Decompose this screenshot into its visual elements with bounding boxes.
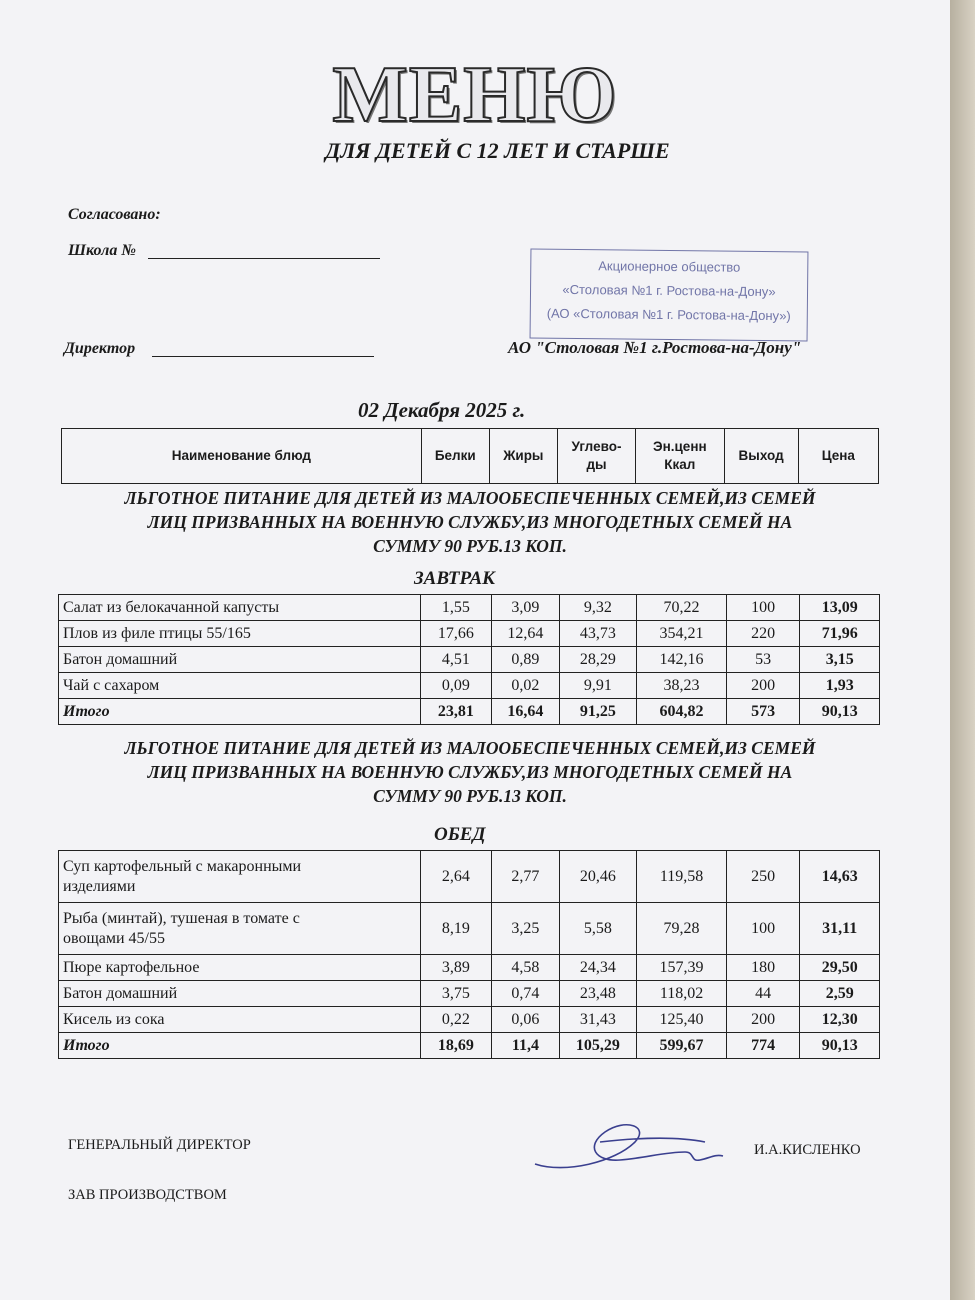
carbs-cell: 23,48 — [559, 981, 637, 1007]
fat-cell: 11,4 — [492, 1033, 559, 1059]
breakfast-title: ЗАВТРАК — [414, 568, 496, 589]
col-price-header: Цена — [798, 429, 878, 484]
col-energy-header: Эн.ценн Ккал — [636, 429, 724, 484]
fat-cell: 3,25 — [492, 903, 559, 955]
carbs-cell: 24,34 — [559, 955, 637, 981]
col-protein-header: Белки — [421, 429, 489, 484]
carbs-cell: 20,46 — [559, 851, 637, 903]
price-cell: 13,09 — [800, 595, 880, 621]
dish-name: Суп картофельный с макаронными изделиями — [59, 851, 421, 903]
price-cell: 90,13 — [800, 699, 880, 725]
general-director-label: ГЕНЕРАЛЬНЫЙ ДИРЕКТОР — [68, 1137, 251, 1153]
note-line: ЛЬГОТНОЕ ПИТАНИЕ ДЛЯ ДЕТЕЙ ИЗ МАЛООБЕСПЕЧЕННЫХ СЕМЕЙ,ИЗ СЕМЕЙ — [124, 488, 816, 508]
fat-cell: 0,89 — [492, 647, 559, 673]
dish-name: Кисель из сока — [59, 1007, 421, 1033]
protein-cell: 18,69 — [420, 1033, 492, 1059]
lunch-title: ОБЕД — [434, 824, 486, 845]
dish-name: Салат из белокачанной капусты — [59, 595, 421, 621]
signature-icon — [525, 1112, 725, 1180]
carbs-cell: 5,58 — [559, 903, 637, 955]
table-row — [59, 903, 880, 955]
price-cell: 14,63 — [800, 851, 880, 903]
note-line: СУММУ 90 РУБ.13 КОП. — [373, 786, 567, 806]
protein-cell: 1,55 — [420, 595, 492, 621]
price-cell: 90,13 — [800, 1033, 880, 1059]
output-cell: 100 — [726, 903, 800, 955]
col-output-header: Выход — [724, 429, 798, 484]
output-cell: 220 — [726, 621, 800, 647]
carbs-cell: 105,29 — [559, 1033, 637, 1059]
energy-cell: 125,40 — [637, 1007, 727, 1033]
benefit-note — [40, 486, 900, 558]
director-line — [152, 356, 374, 357]
lunch-table — [58, 850, 880, 1059]
price-cell: 31,11 — [800, 903, 880, 955]
col-name-header: Наименование блюд — [62, 429, 422, 484]
table-row — [59, 595, 880, 621]
table-row — [59, 621, 880, 647]
school-line — [148, 258, 380, 259]
table-row — [59, 955, 880, 981]
dish-name: Чай с сахаром — [59, 673, 421, 699]
note-line: ЛЬГОТНОЕ ПИТАНИЕ ДЛЯ ДЕТЕЙ ИЗ МАЛООБЕСПЕЧЕННЫХ СЕМЕЙ,ИЗ СЕМЕЙ — [124, 738, 816, 758]
carbs-cell: 31,43 — [559, 1007, 637, 1033]
dish-name: Плов из филе птицы 55/165 — [59, 621, 421, 647]
table-row — [59, 673, 880, 699]
energy-cell: 354,21 — [637, 621, 727, 647]
output-cell: 180 — [726, 955, 800, 981]
background-edge — [950, 0, 975, 1300]
menu-title: МЕНЮ — [332, 51, 618, 139]
stamp-line: «Столовая №1 г. Ростова-на-Дону» — [562, 281, 776, 300]
school-label: Школа № — [68, 242, 136, 259]
note-line: ЛИЦ ПРИЗВАННЫХ НА ВОЕННУЮ СЛУЖБУ,ИЗ МНОГОДЕТНЫХ СЕМЕЙ НА — [147, 762, 793, 782]
energy-cell: 119,58 — [637, 851, 727, 903]
menu-date: 02 Декабря 2025 г. — [358, 398, 526, 422]
output-cell: 44 — [726, 981, 800, 1007]
energy-cell: 70,22 — [637, 595, 727, 621]
table-row — [59, 851, 880, 903]
output-cell: 774 — [726, 1033, 800, 1059]
table-row — [59, 647, 880, 673]
output-cell: 200 — [726, 673, 800, 699]
protein-cell: 17,66 — [420, 621, 492, 647]
stamp-line: Акционерное общество — [598, 258, 741, 275]
company-stamp — [530, 249, 809, 342]
agreed-label: Согласовано: — [68, 206, 161, 223]
protein-cell: 23,81 — [420, 699, 492, 725]
output-cell: 100 — [726, 595, 800, 621]
price-cell: 29,50 — [800, 955, 880, 981]
dish-name: Рыба (минтай), тушеная в томате с овощами 45/55 — [59, 903, 421, 955]
fat-cell: 2,77 — [492, 851, 559, 903]
carbs-cell: 9,32 — [559, 595, 637, 621]
energy-cell: 79,28 — [637, 903, 727, 955]
note-line: СУММУ 90 РУБ.13 КОП. — [373, 536, 567, 556]
dish-name: Пюре картофельное — [59, 955, 421, 981]
fat-cell: 16,64 — [492, 699, 559, 725]
fat-cell: 3,09 — [492, 595, 559, 621]
director-name: И.А.КИСЛЕНКО — [754, 1142, 861, 1158]
energy-cell: 157,39 — [637, 955, 727, 981]
col-carbs-header: Углево- ды — [557, 429, 635, 484]
protein-cell: 3,75 — [420, 981, 492, 1007]
production-head-label: ЗАВ ПРОИЗВОДСТВОМ — [68, 1187, 227, 1203]
fat-cell: 0,02 — [492, 673, 559, 699]
protein-cell: 2,64 — [420, 851, 492, 903]
fat-cell: 4,58 — [492, 955, 559, 981]
output-cell: 250 — [726, 851, 800, 903]
total-row — [59, 1033, 880, 1059]
total-label: Итого — [59, 699, 421, 725]
price-cell: 2,59 — [800, 981, 880, 1007]
energy-cell: 118,02 — [637, 981, 727, 1007]
stamp-line: (АО «Столовая №1 г. Ростова-на-Дону») — [546, 305, 791, 324]
protein-cell: 8,19 — [420, 903, 492, 955]
total-label: Итого — [59, 1033, 421, 1059]
energy-cell: 604,82 — [637, 699, 727, 725]
output-cell: 200 — [726, 1007, 800, 1033]
header-table — [61, 428, 879, 484]
protein-cell: 0,22 — [420, 1007, 492, 1033]
price-cell: 3,15 — [800, 647, 880, 673]
carbs-cell: 9,91 — [559, 673, 637, 699]
note-line: ЛИЦ ПРИЗВАННЫХ НА ВОЕННУЮ СЛУЖБУ,ИЗ МНОГОДЕТНЫХ СЕМЕЙ НА — [147, 512, 793, 532]
price-cell: 1,93 — [800, 673, 880, 699]
energy-cell: 599,67 — [637, 1033, 727, 1059]
total-row — [59, 699, 880, 725]
fat-cell: 0,06 — [492, 1007, 559, 1033]
dish-name: Батон домашний — [59, 981, 421, 1007]
output-cell: 573 — [726, 699, 800, 725]
carbs-cell: 28,29 — [559, 647, 637, 673]
menu-subtitle: ДЛЯ ДЕТЕЙ С 12 ЛЕТ И СТАРШЕ — [325, 138, 670, 163]
price-cell: 12,30 — [800, 1007, 880, 1033]
fat-cell: 0,74 — [492, 981, 559, 1007]
table-row — [59, 1007, 880, 1033]
carbs-cell: 91,25 — [559, 699, 637, 725]
carbs-cell: 43,73 — [559, 621, 637, 647]
dish-name: Батон домашний — [59, 647, 421, 673]
price-cell: 71,96 — [800, 621, 880, 647]
organization-name: АО "Столовая №1 г.Ростова-на-Дону" — [508, 338, 802, 357]
director-label: Директор — [64, 340, 136, 357]
table-row — [59, 981, 880, 1007]
col-fat-header: Жиры — [489, 429, 557, 484]
benefit-note — [40, 736, 900, 808]
breakfast-table — [58, 594, 880, 725]
protein-cell: 4,51 — [420, 647, 492, 673]
fat-cell: 12,64 — [492, 621, 559, 647]
protein-cell: 0,09 — [420, 673, 492, 699]
energy-cell: 38,23 — [637, 673, 727, 699]
energy-cell: 142,16 — [637, 647, 727, 673]
protein-cell: 3,89 — [420, 955, 492, 981]
output-cell: 53 — [726, 647, 800, 673]
